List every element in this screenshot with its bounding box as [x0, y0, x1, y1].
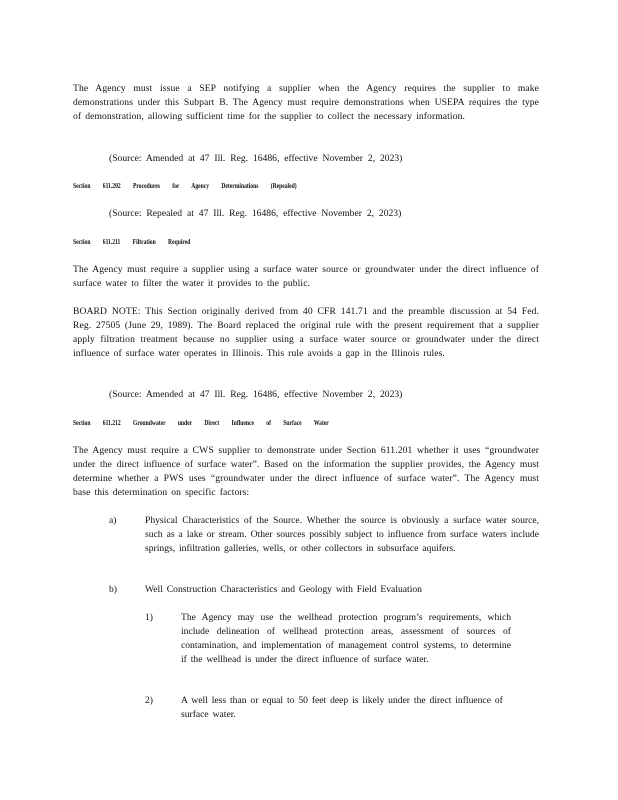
source-note: (Source: Amended at 47 Ill. Reg. 16486, effective November 2, 2023)	[109, 389, 403, 400]
section-heading: Section 611.211 Filtration Required	[73, 238, 191, 246]
sub-item: The Agency may use the wellhead protection program’s requirements, which include delineation of wellhead protection areas, assessment of sources of contamination, and implementation of management control systems, to determine if the wellhead is under the direct influence of surface water.	[181, 612, 511, 665]
body-paragraph: The Agency must require a supplier using a surface water source or groundwater under the direct influence of surface water to filter the water it provides to the public.	[73, 264, 539, 289]
list-item-label: a)	[109, 515, 117, 526]
intro-paragraph: The Agency must issue a SEP notifying a supplier when the Agency requires the supplier to make demonstrations under this Subpart B. The Agency must require demonstrations when USEPA requires the type of demonstration, allowing sufficient time for the supplier to collect the necessary information.	[73, 83, 539, 122]
section-heading: Section 611.202 Procedures for Agency Determinations (Repealed)	[73, 182, 297, 190]
list-item: Well Construction Characteristics and Geology with Field Evaluation	[145, 584, 422, 595]
source-note: (Source: Repealed at 47 Ill. Reg. 16486, effective November 2, 2023)	[109, 208, 402, 219]
section-heading: Section 611.212 Groundwater under Direct Influence of Surface Water	[73, 419, 329, 427]
list-item: Physical Characteristics of the Source. Whether the source is obviously a surface water source, such as a lake or stream. Other sources possibly subject to influence from surface waters include springs, infiltration galleries, wells, or other collectors in subsurface aquifers.	[145, 515, 539, 554]
body-paragraph: The Agency must require a CWS supplier to demonstrate under Section 611.201 whether it uses “groundwater under the direct influence of surface water”. Based on the information the supplier provides, the Agency must determine whether a PWS uses “groundwater under the direct influence of surface water”. The Agency must base this determination on specific factors:	[73, 445, 539, 498]
sub-item: A well less than or equal to 50 feet deep is likely under the direct influence of surface water.	[181, 695, 503, 720]
list-item-label: b)	[109, 584, 117, 595]
source-note: (Source: Amended at 47 Ill. Reg. 16486, effective November 2, 2023)	[109, 153, 403, 164]
sub-item-label: 1)	[145, 612, 153, 623]
sub-item-label: 2)	[145, 695, 153, 706]
board-note: BOARD NOTE: This Section originally derived from 40 CFR 141.71 and the preamble discussion at 54 Fed. Reg. 27505 (June 29, 1989). The Board replaced the original rule with the present requirement that a supplier apply filtration treatment because no supplier using a surface water source or groundwater under the direct influence of surface water operates in Illinois. This rule avoids a gap in the Illinois rules.	[73, 306, 539, 359]
